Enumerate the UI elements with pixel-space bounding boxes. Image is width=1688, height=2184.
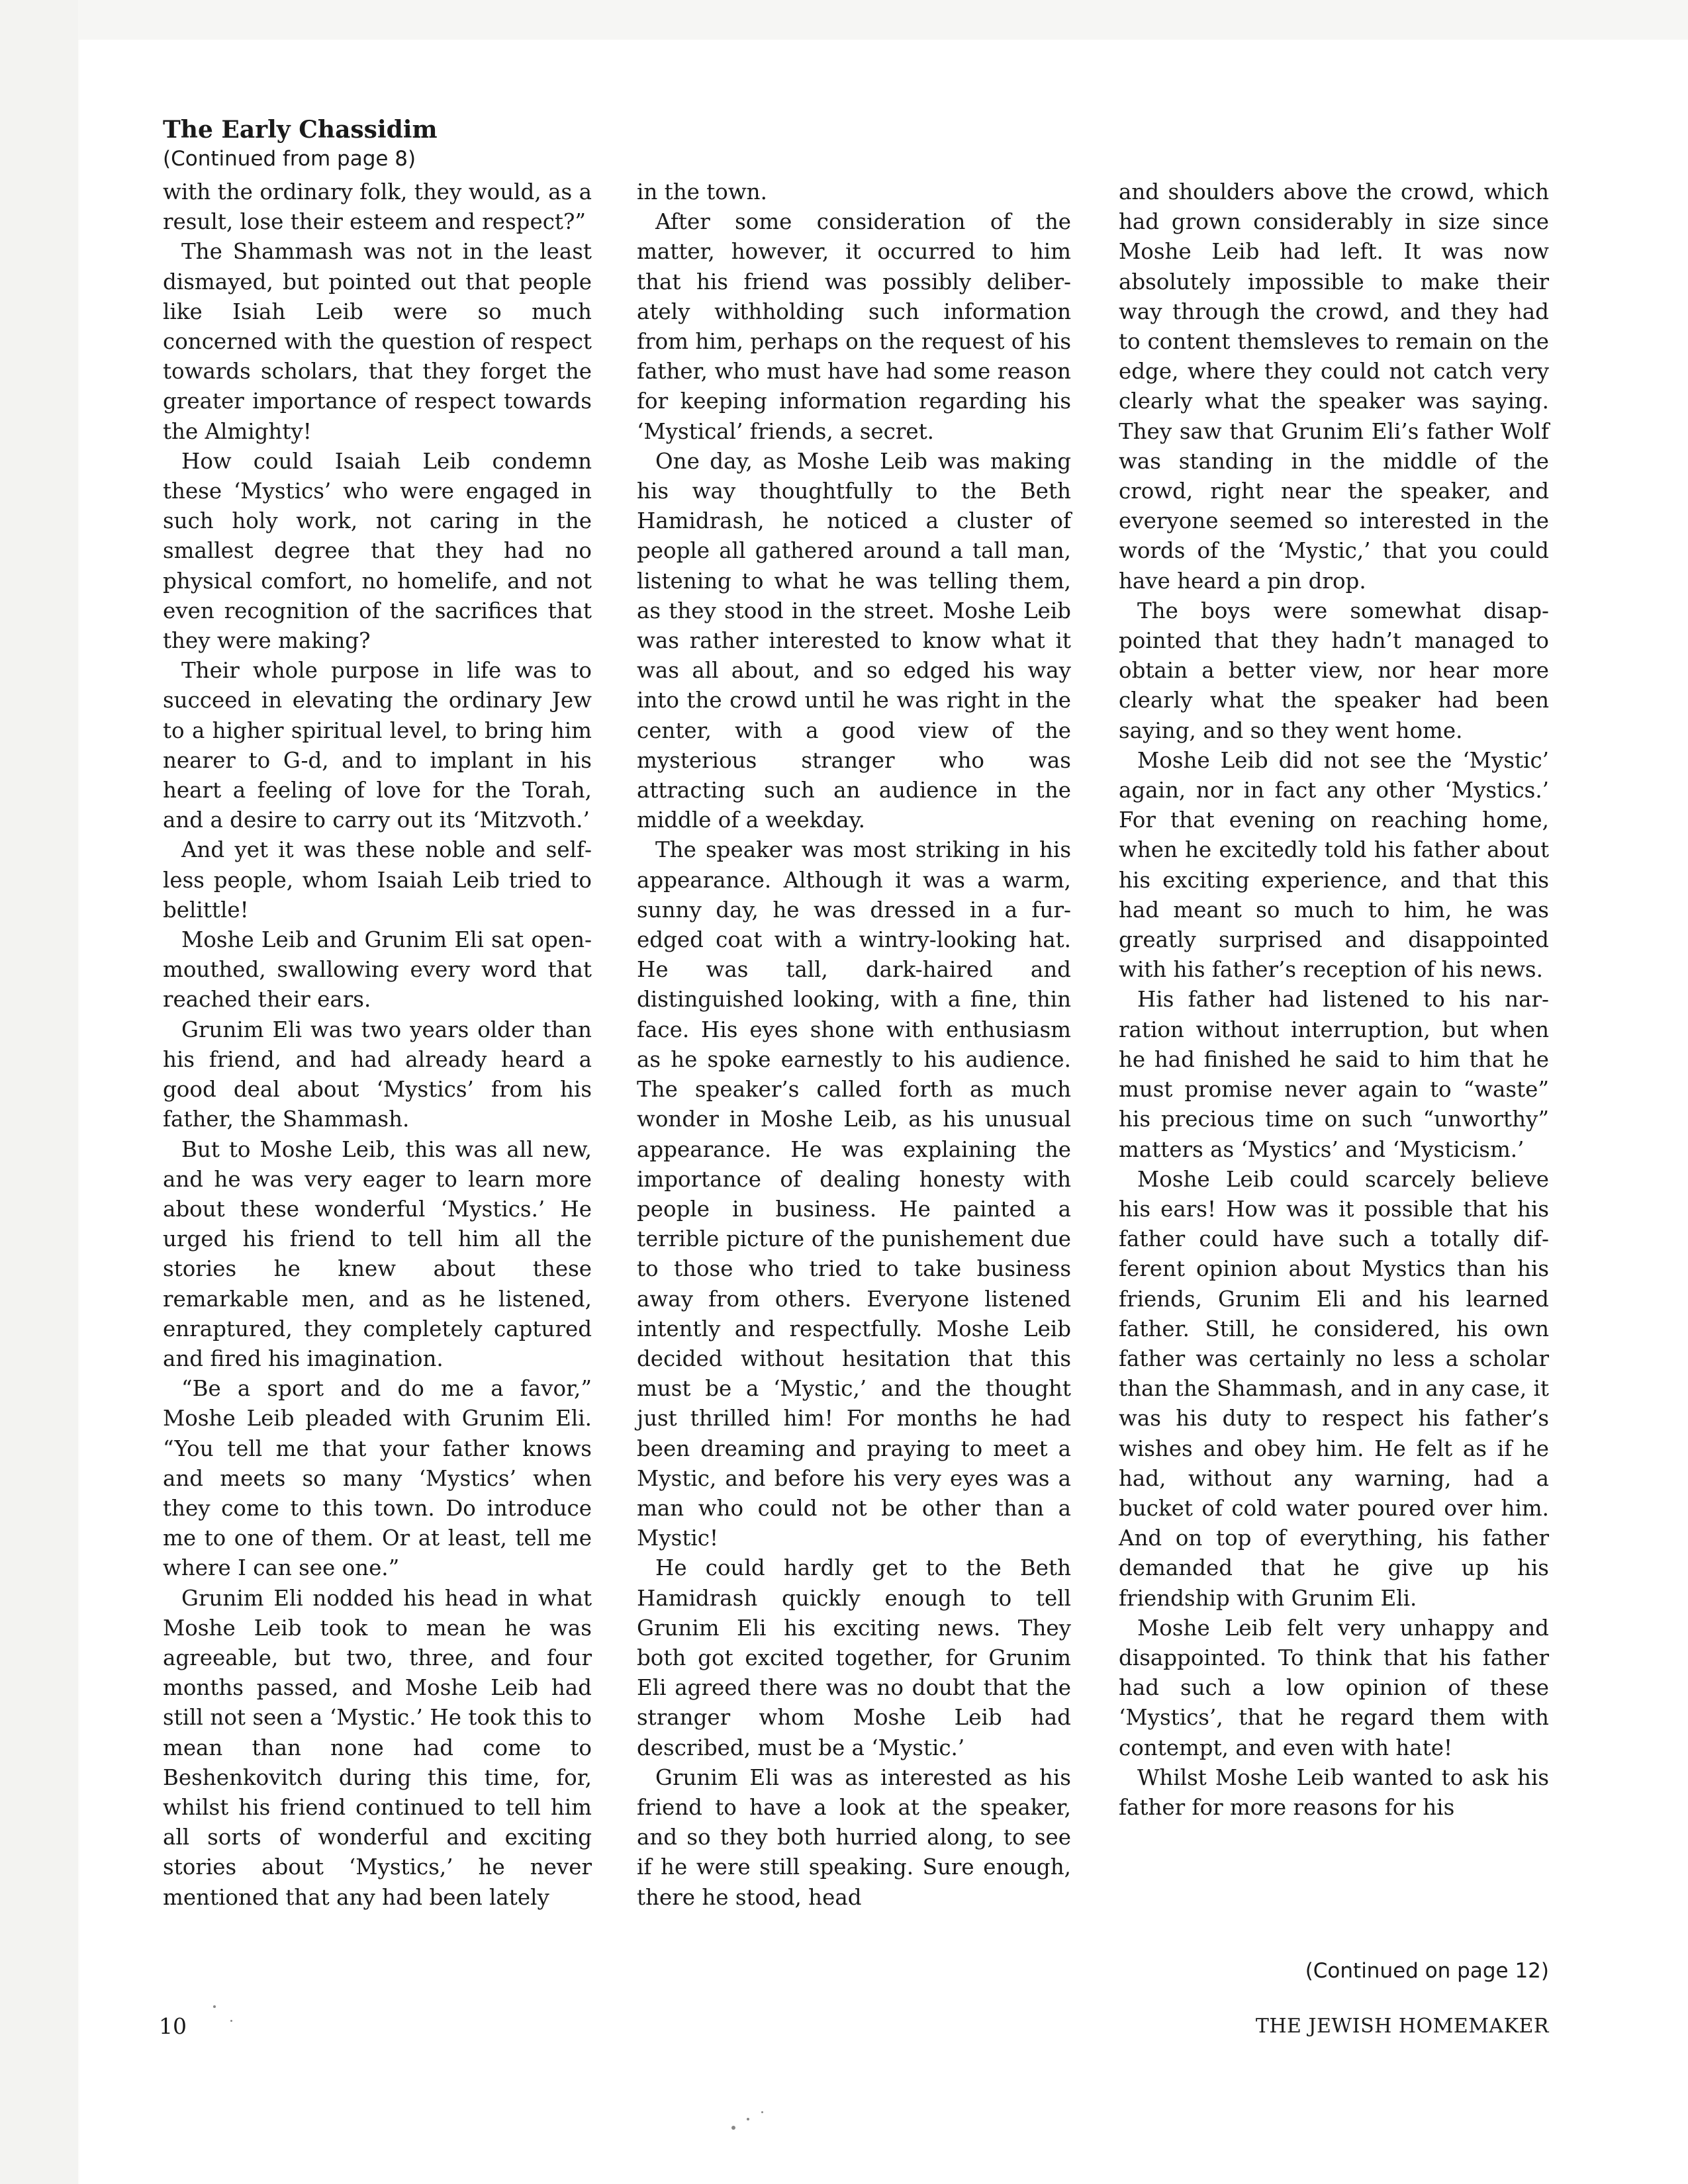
paragraph: And yet it was these noble and selfless people, whom Isaiah Leib tried to belittle! [163, 837, 592, 923]
paragraph: The boys were somewhat disappointed that they hadn’t managed to obtain a better view, nor hear more clearly what the speaker had been saying, and so they went home. [1119, 598, 1549, 743]
article-header [163, 115, 626, 173]
text-column-3 [1119, 177, 1549, 1823]
continued-from-note: (Continued from page 8) [163, 147, 416, 171]
paragraph: Grunim Eli was two years older than his friend, and had already heard a good deal about ‘Mystics’ from his father, the Shammash. [163, 1017, 592, 1132]
scan-border-left [0, 0, 78, 2184]
scan-speck [731, 2126, 735, 2130]
paragraph: Moshe Leib felt very unhappy and disappointed. To think that his father had such a low opinion of these ‘Mystics’, that he regard them with contempt, and even with hate! [1119, 1615, 1549, 1760]
paragraph: with the ordinary folk, they would, as a result, lose their esteem and respect?” [163, 179, 592, 235]
scan-border-top [0, 0, 1688, 40]
paragraph: “Be a sport and do me a favor,” Moshe Leib pleaded with Grunim Eli. “You tell me that your father knows and meets so many ‘Mystics’ when they come to this town. Do introduce me to one of them. Or at least, tell me where I can see one.” [163, 1376, 592, 1581]
paragraph: in the town. [637, 179, 767, 205]
paragraph: One day, as Moshe Leib was making his way thoughtfully to the Beth Hamidrash, he noticed a cluster of people all gathered around a tall man, listening to what he was telling them, as they stood in the street. Moshe Leib was rather interested to know what it was all about, and so edged his way into the crowd until he was right in the center, with a good view of the mysterious stranger who was attracting such an audience in the middle of a weekday. [637, 448, 1071, 833]
paragraph: He could hardly get to the Beth Hamidrash quickly enough to tell Grunim Eli his exciting news. They both got excited together, for Grunim Eli agreed there was no doubt that the stranger whom Moshe Leib had described, must be a ‘Mystic.’ [637, 1555, 1071, 1760]
paragraph: Moshe Leib did not see the ‘Mystic’ again, nor in fact any other ‘Mystics.’ For that evening on reaching home, when he excitedly told his father about his exciting experience, and that this had meant so much to him, he was greatly surprised and disappointed with his father’s reception of his news. [1119, 747, 1549, 983]
article-title: The Early Chassidim [163, 116, 438, 144]
page-number: 10 [159, 2013, 187, 2039]
paragraph: Grunim Eli nodded his head in what Moshe Leib took to mean he was agreeable, but two, three, and four months passed, and Moshe Leib had still not seen a ‘Mystic.’ He took this to mean than none had come to Beshenkovitch during this time, for, whilst his friend continued to tell him all sorts of wonderful and exciting stories about ‘Mystics,’ he never mentioned that any had been lately [163, 1585, 592, 1910]
scan-speck [230, 2020, 232, 2022]
paragraph: Whilst Moshe Leib wanted to ask his father for more reasons for his [1119, 1764, 1549, 1820]
paragraph: Grunim Eli was as interested as his friend to have a look at the speaker, and so they both hurried along, to see if he were still speaking. Sure enough, there he stood, head [637, 1764, 1071, 1910]
text-column-2 [637, 177, 1071, 1913]
scan-speck [213, 2005, 216, 2008]
paragraph: The speaker was most striking in his appearance. Although it was a warm, sunny day, he was dressed in a fur-edged coat with a wintry-looking hat. He was tall, dark-haired and distinguished looking, with a fine, thin face. His eyes shone with enthusiasm as he spoke earnestly to his audience. The speaker’s called forth as much wonder in Moshe Leib, as his unusual appearance. He was explaining the importance of dealing honesty with people in business. He painted a terrible picture of the punishement due to those who tried to take business away from others. Everyone listened intently and respectfully. Moshe Leib decided without hesitation that this must be a ‘Mystic,’ and the thought just thrilled him! For months he had been dreaming and praying to meet a Mystic, and before his very eyes was a man who could not be other than a Mystic! [637, 837, 1071, 1551]
paragraph: But to Moshe Leib, this was all new, and he was very eager to learn more about these wonderful ‘Mystics.’ He urged his friend to tell him all the stories he knew about these remarkable men, and as he listened, enraptured, they completely captured and fired his imagination. [163, 1136, 592, 1371]
text-column-1 [163, 177, 592, 1913]
paragraph: How could Isaiah Leib condemn these ‘Mystics’ who were engaged in such holy work, not caring in the smallest degree that they had no physical comfort, no homelife, and not even recognition of the sacrifices that they were making? [163, 448, 592, 654]
paragraph: After some consideration of the matter, however, it occurred to him that his friend was possibly deliberately withholding such information from him, perhaps on the request of his father, who must have had some reason for keeping information regarding his ‘Mystical’ friends, a secret. [637, 209, 1071, 444]
scan-speck [747, 2118, 749, 2120]
paragraph: and shoulders above the crowd, which had grown considerably in size since Moshe Leib had left. It was now absolutely impossible to make their way through the crowd, and they had to content themsleves to remain on the edge, where they could not catch very clearly what the speaker was saying. They saw that Grunim Eli’s father Wolf was standing in the middle of the crowd, right near the speaker, and everyone seemed so interested in the words of the ‘Mystic,’ that you could have heard a pin drop. [1119, 179, 1549, 594]
paragraph: Moshe Leib and Grunim Eli sat open-mouthed, swallowing every word that reached their ears. [163, 927, 592, 1013]
paragraph: Moshe Leib could scarcely believe his ears! How was it possible that his father could have such a totally different opinion about Mystics than his friends, Grunim Eli and his learned father. Still, he considered, his own father was certainly no less a scholar than the Shammash, and in any case, it was his duty to respect his father’s wishes and obey him. He felt as if he had, without any warning, had a bucket of cold water poured over him. And on top of everything, his father demanded that he give up his friendship with Grunim Eli. [1119, 1166, 1549, 1611]
paragraph: His father had listened to his narration without interruption, but when he had finished he said to him that he must promise never again to “waste” his precious time on such “unworthy” matters as ‘Mystics’ and ‘Mysticism.’ [1119, 987, 1549, 1162]
scan-speck [761, 2111, 763, 2113]
paragraph: Their whole purpose in life was to succeed in elevating the ordinary Jew to a higher spiritual level, to bring him nearer to G-d, and to implant in his heart a feeling of love for the Torah, and a desire to carry out its ‘Mitzvoth.’ [163, 658, 592, 833]
magazine-name: THE JEWISH HOMEMAKER [1255, 2015, 1549, 2038]
continued-on-note: (Continued on page 12) [1305, 1959, 1549, 1983]
paragraph: The Shammash was not in the least dismayed, but pointed out that people like Isiah Leib were so much concerned with the question of respect towards scholars, that they forget the greater importance of respect towards the Almighty! [163, 239, 592, 444]
